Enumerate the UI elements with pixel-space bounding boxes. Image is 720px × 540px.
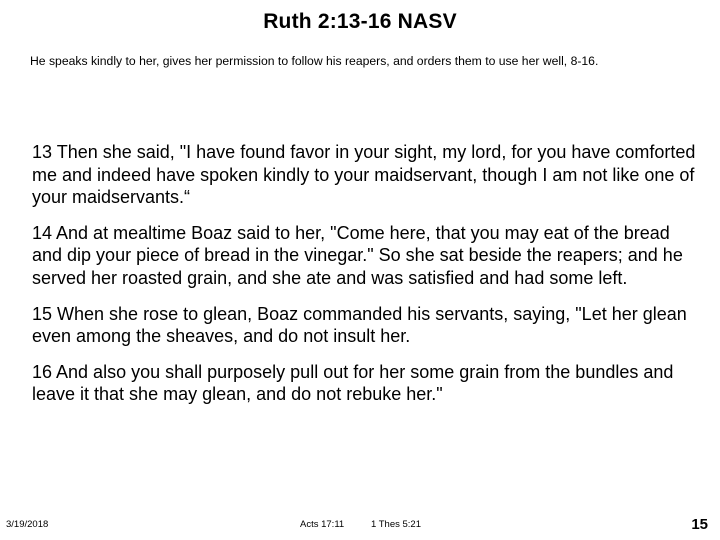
verse-15: 15 When she rose to glean, Boaz commanded his servants, saying, "Let her glean even among the sheaves, and do not insult her.	[32, 303, 687, 347]
footer-reference-thes: 1 Thes 5:21	[371, 519, 422, 530]
verse-16: 16 And also you shall purposely pull out for her some grain from the bundles and leave it that she may glean, and do not rebuke her."	[32, 361, 674, 405]
verse-list	[32, 141, 697, 419]
verse-14: 14 And at mealtime Boaz said to her, "Come here, that you may eat of the bread and dip your piece of bread in the vinegar." So she sat beside the reapers; and he served her roasted grain, and she ate and was satisfied and had some left.	[32, 222, 683, 288]
verse-13: 13 Then she said, "I have found favor in your sight, my lord, for you have comforted me and indeed have spoken kindly to your maidservant, though I am not like one of your maidservants.“	[32, 142, 696, 208]
slide-subtitle: He speaks kindly to her, gives her permission to follow his reapers, and orders them to use her well, 8-16.	[30, 54, 599, 68]
footer-date: 3/19/2018	[6, 519, 49, 530]
slide-title: Ruth 2:13-16 NASV	[263, 10, 457, 33]
page-number: 15	[691, 516, 708, 533]
footer-reference-acts: Acts 17:11	[300, 519, 345, 530]
